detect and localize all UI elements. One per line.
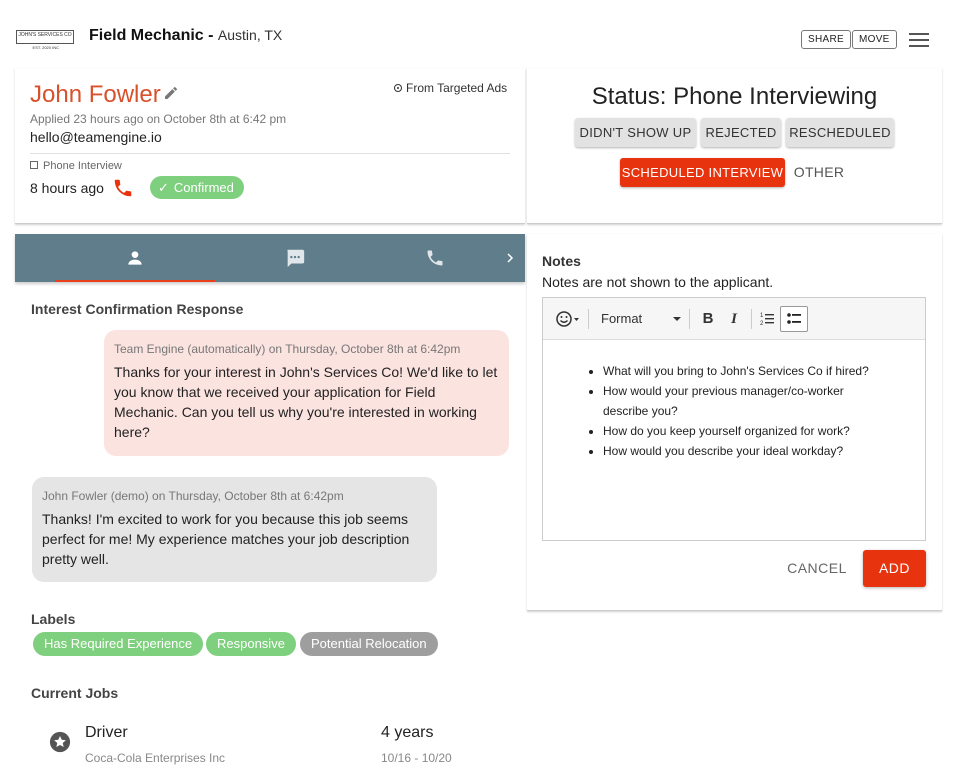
interest-heading: Interest Confirmation Response xyxy=(31,301,244,317)
caret-down-icon xyxy=(673,317,681,321)
label-chip[interactable]: Responsive xyxy=(206,632,296,656)
editor-toolbar xyxy=(543,298,925,340)
note-bullet: • How do you keep yourself organized for work? xyxy=(603,421,885,441)
chevron-right-icon xyxy=(504,252,516,264)
notes-editor[interactable] xyxy=(542,297,926,541)
editor-content[interactable] xyxy=(543,341,925,461)
interview-type: Phone Interview xyxy=(30,160,122,172)
job-duration: 4 years xyxy=(381,724,434,741)
current-jobs-heading: Current Jobs xyxy=(31,685,119,701)
cancel-note-button[interactable]: CANCEL xyxy=(787,560,847,576)
divider xyxy=(30,153,510,154)
tab-messages[interactable] xyxy=(215,234,375,282)
confirmed-badge: ✓ Confirmed xyxy=(150,176,244,199)
active-tab-indicator xyxy=(55,280,215,282)
star-icon xyxy=(49,731,71,753)
message-meta: John Fowler (demo) on Thursday, October 8th at 6:42pm xyxy=(42,489,344,503)
status-rescheduled-button[interactable]: RESCHEDULED xyxy=(786,118,894,147)
bold-button[interactable]: B xyxy=(702,310,714,327)
smiley-icon xyxy=(553,306,583,332)
job-company: Coca-Cola Enterprises Inc xyxy=(85,751,226,765)
italic-button[interactable]: I xyxy=(731,311,737,327)
message-bubble-applicant xyxy=(32,477,437,582)
applied-date: Applied 23 hours ago on October 8th at 6:42 pm xyxy=(30,112,287,126)
job-location: Austin, TX xyxy=(217,27,283,43)
tab-calls[interactable] xyxy=(375,234,495,282)
phone-tab-icon xyxy=(425,248,445,268)
share-button[interactable]: SHARE xyxy=(801,30,851,49)
job-role: Driver xyxy=(85,724,128,741)
ordered-list-button[interactable] xyxy=(755,306,779,332)
toolbar-separator xyxy=(751,309,752,329)
labels-heading: Labels xyxy=(31,611,76,627)
svg-text:2: 2 xyxy=(760,321,764,327)
app-header xyxy=(0,0,960,68)
interview-time: 8 hours ago xyxy=(30,180,104,196)
status-other-button[interactable]: OTHER xyxy=(793,164,845,180)
tab-profile[interactable] xyxy=(55,234,215,282)
calendar-icon xyxy=(30,161,38,169)
job-title: Field Mechanic - Austin, TX xyxy=(89,27,283,44)
add-note-button[interactable]: ADD xyxy=(863,550,926,587)
company-logo: JOHN'S SERVICES CO EST. 2020 INC xyxy=(16,30,74,44)
notes-panel xyxy=(527,234,942,611)
format-dropdown[interactable]: Format xyxy=(601,306,681,332)
status-title: Status: Phone Interviewing xyxy=(591,83,878,110)
target-icon xyxy=(394,84,402,92)
status-didnt-show-button[interactable]: DIDN'T SHOW UP xyxy=(575,118,696,147)
person-icon xyxy=(125,248,145,268)
message-body: Thanks for your interest in John's Services Co! We'd like to let you know that we received your application for Field Mechanic. Can you tell us why you're interested in working here? xyxy=(114,364,498,440)
note-bullet: • What will you bring to John's Services Co if hired? xyxy=(603,361,885,381)
label-chip[interactable]: Has Required Experience xyxy=(33,632,203,656)
message-meta: Team Engine (automatically) on Thursday, October 8th at 6:42pm xyxy=(114,342,461,356)
notes-subtitle: Notes are not shown to the applicant. xyxy=(542,274,774,290)
notes-title: Notes xyxy=(542,253,581,269)
note-bullet: • How would you describe your ideal workday? xyxy=(603,441,885,461)
candidate-tabs xyxy=(15,234,525,282)
phone-icon[interactable] xyxy=(112,177,134,199)
bullet-list-button[interactable] xyxy=(780,306,808,332)
emoji-picker-button[interactable] xyxy=(553,306,583,332)
message-bubble-system xyxy=(104,330,509,456)
check-icon: ✓ xyxy=(158,180,169,195)
toolbar-separator xyxy=(689,309,690,329)
edit-pencil-icon[interactable] xyxy=(163,85,179,101)
move-button[interactable]: MOVE xyxy=(852,30,897,49)
chat-icon xyxy=(284,247,306,269)
message-body: Thanks! I'm excited to work for you because this job seems perfect for me! My experience matches your job description pretty well. xyxy=(42,511,410,567)
note-bullet: • How would your previous manager/co-worker describe you? xyxy=(603,381,885,421)
candidate-email[interactable]: hello@teamengine.io xyxy=(30,129,162,145)
svg-text:1: 1 xyxy=(760,313,764,319)
job-dates: 10/16 - 10/20 xyxy=(381,751,452,765)
label-chip[interactable]: Potential Relocation xyxy=(300,632,438,656)
toolbar-separator xyxy=(588,309,589,329)
hamburger-menu-icon[interactable] xyxy=(909,33,929,47)
candidate-card xyxy=(15,68,525,224)
application-source: From Targeted Ads xyxy=(394,81,507,95)
bullet-list-icon xyxy=(781,307,807,331)
tabs-scroll-right[interactable] xyxy=(495,234,525,282)
candidate-name: John Fowler xyxy=(30,81,161,108)
status-rejected-button[interactable]: REJECTED xyxy=(701,118,781,147)
ordered-list-icon xyxy=(755,306,779,332)
status-card xyxy=(527,68,942,224)
status-scheduled-interview-button[interactable]: SCHEDULED INTERVIEW xyxy=(620,158,785,187)
